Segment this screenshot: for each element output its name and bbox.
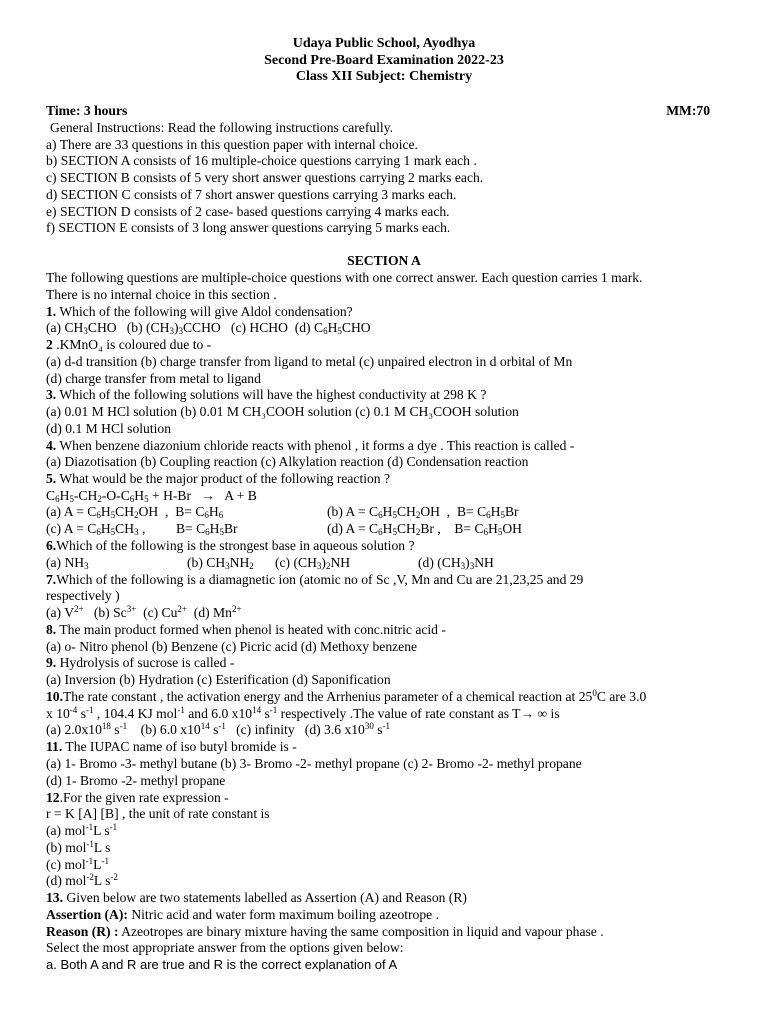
reason-text: Azeotropes are binary mixture having the same composition in liquid and vapour phase . bbox=[118, 924, 604, 939]
question-text: Hydrolysis of sucrose is called - bbox=[56, 655, 235, 670]
question-13-option-a: a. Both A and R are true and R is the correct explanation of A bbox=[46, 957, 398, 972]
question-number: 5. bbox=[46, 471, 57, 486]
question-5-option-a: (a) $A = C_6H_5CH_2OH$ , $B= C_6H_6$ bbox=[46, 504, 224, 520]
question-13-instruction: Select the most appropriate answer from the options given below: bbox=[46, 940, 404, 955]
question-2 bbox=[46, 337, 728, 353]
instruction-e: e) SECTION D consists of 2 case- based questions carrying 4 marks each. bbox=[46, 204, 450, 219]
max-marks: MM:70 bbox=[666, 103, 710, 118]
question-12-expression: r = K [A] [B] , the unit of rate constant is bbox=[46, 806, 270, 821]
question-text: Which of the following is a diamagnetic ion (atomic no of Sc ,V, Mn and Cu are 21,23,25 and 29 bbox=[56, 572, 584, 587]
question-8-options: (a) o- Nitro phenol (b) Benzene (c) Picric acid (d) Methoxy benzene bbox=[46, 639, 418, 654]
question-6-option-b: (b) $CH_3NH_2$ bbox=[187, 555, 254, 571]
assertion bbox=[46, 907, 728, 923]
question-number: 3. bbox=[46, 387, 57, 402]
question-number: 9. bbox=[46, 655, 57, 670]
question-number: 6. bbox=[46, 538, 57, 553]
question-12 bbox=[46, 790, 728, 806]
question-5-option-c: (c) $A = C_6H_5CH_3$ , $B= C_6H_5Br$ bbox=[46, 521, 238, 537]
question-7-options: (a) $V^{2+}$ (b) $Sc^{3+}$ (c) $Cu^{2+}$ (d) $Mn^{2+}$ bbox=[46, 604, 242, 620]
question-number: 2 bbox=[46, 337, 53, 352]
question-5 bbox=[46, 471, 728, 487]
class-subject: Class XII Subject: Chemistry bbox=[295, 69, 473, 84]
question-13 bbox=[46, 890, 728, 906]
question-3-options: (a) 0.01 M HCl solution (b) 0.01 M CH₃COOH solution (c) 0.1 M CH₃COOH solution bbox=[46, 404, 519, 419]
question-7-text-cont: respectively ) bbox=[46, 588, 120, 603]
question-6-option-c: (c) $(CH_3)_2NH$ bbox=[275, 555, 351, 571]
question-10-text-cont: x $10^{-4}$ $s^{-1}$ , 104.4 KJ mol$^{-1}$ and 6.0 $x10^{14}$ $s^{-1}$ respectively .The value of rate constant as T→ ∞ is bbox=[46, 705, 560, 721]
question-12-option-a: (a) mol$^{-1}$L $s^{-1}$ bbox=[46, 822, 118, 838]
section-a-title: SECTION A bbox=[347, 253, 421, 268]
question-5-reaction: $C_6H_5-CH_2-O-C_6H_5 + H-Br \to A + B$ bbox=[46, 488, 257, 504]
question-11-options: (a) 1- Bromo -3- methyl butane (b) 3- Bromo -2- methyl propane (c) 2- Bromo -2- methyl propane bbox=[46, 756, 582, 771]
question-12-option-b: (b) mol$^{-1}$L s bbox=[46, 839, 111, 855]
question-6-option-a: (a) $NH_3$ bbox=[46, 555, 89, 571]
question-3 bbox=[46, 387, 728, 403]
question-4 bbox=[46, 438, 728, 454]
question-text: When benzene diazonium chloride reacts with phenol , it forms a dye . This reaction is called - bbox=[56, 438, 575, 453]
question-text: Which of the following is the strongest base in aqueous solution ? bbox=[56, 538, 415, 553]
question-11-option-d: (d) 1- Bromo -2- methyl propane bbox=[46, 773, 226, 788]
question-6 bbox=[46, 538, 728, 554]
question-text: The main product formed when phenol is heated with conc.nitric acid - bbox=[56, 622, 446, 637]
question-text: .KMnO₄ is coloured due to - bbox=[52, 337, 212, 352]
question-11 bbox=[46, 739, 728, 755]
question-1 bbox=[46, 304, 728, 320]
question-text: Given below are two statements labelled as Assertion (A) and Reason (R) bbox=[63, 890, 467, 905]
question-number: 12 bbox=[46, 790, 60, 805]
question-8 bbox=[46, 622, 728, 638]
question-text: What would be the major product of the following reaction ? bbox=[56, 471, 391, 486]
question-12-option-d: (d) mol$^{-2}$L $s^{-2}$ bbox=[46, 872, 118, 888]
question-number: 1. bbox=[46, 304, 57, 319]
question-6-option-d: (d) $(CH_3)_3NH$ bbox=[418, 555, 494, 571]
reason-label: Reason (R) : bbox=[46, 924, 119, 939]
question-9-options: (a) Inversion (b) Hydration (c) Esterification (d) Saponification bbox=[46, 672, 391, 687]
question-number: 7. bbox=[46, 572, 57, 587]
question-text: The IUPAC name of iso butyl bromide is - bbox=[62, 739, 297, 754]
question-text: .For the given rate expression - bbox=[59, 790, 229, 805]
question-10: 10.The rate constant , the activation energy and the Arrhenius parameter of a chemical reaction at $25^0C$ are 3.0 bbox=[46, 688, 647, 704]
instruction-f: f) SECTION E consists of 3 long answer questions carrying 5 marks each. bbox=[46, 220, 451, 235]
time-label: Time: 3 hours bbox=[46, 103, 128, 118]
section-a-intro-2: There is no internal choice in this section . bbox=[46, 287, 277, 302]
question-text: Which of the following will give Aldol condensation? bbox=[56, 304, 353, 319]
question-7 bbox=[46, 572, 728, 588]
instruction-c: c) SECTION B consists of 5 very short answer questions carrying 2 marks each. bbox=[46, 170, 484, 185]
instruction-b: b) SECTION A consists of 16 multiple-choice questions carrying 1 mark each . bbox=[46, 153, 477, 168]
reason bbox=[46, 924, 728, 940]
instruction-d: d) SECTION C consists of 7 short answer questions carrying 3 marks each. bbox=[46, 187, 457, 202]
question-1-options: (a) $CH_3CHO$ (b) $(CH_3)_3CCHO$ (c) HCHO (d) $C_6H_5CHO$ bbox=[46, 320, 371, 336]
question-2-option-d: (d) charge transfer from metal to ligand bbox=[46, 371, 261, 386]
instruction-a: a) There are 33 questions in this question paper with internal choice. bbox=[46, 137, 418, 152]
question-5-option-b: (b) $A = C_6H_5CH_2OH$ , $B= C_6H_5Br$ bbox=[327, 504, 519, 520]
question-number: 11. bbox=[46, 739, 63, 754]
question-3-option-d: (d) 0.1 M HCl solution bbox=[46, 421, 171, 436]
school-name: Udaya Public School, Ayodhya bbox=[292, 36, 476, 51]
question-number: 4. bbox=[46, 438, 57, 453]
question-5-option-d: (d) $A = C_6H_5CH_2Br$ , $B= C_6H_5OH$ bbox=[327, 521, 522, 537]
question-12-option-c: (c) $mol^{-1}L^{-1}$ bbox=[46, 856, 109, 872]
instructions-title: General Instructions: Read the following instructions carefully. bbox=[50, 120, 394, 135]
section-a-intro: The following questions are multiple-choice questions with one correct answer. Each question carries 1 mark. bbox=[46, 270, 643, 285]
question-number: 10. bbox=[46, 689, 63, 704]
question-number: 8. bbox=[46, 622, 57, 637]
question-text: Which of the following solutions will have the highest conductivity at 298 K ? bbox=[56, 387, 487, 402]
question-9 bbox=[46, 655, 728, 671]
question-number: 13. bbox=[46, 890, 63, 905]
question-2-options: (a) d-d transition (b) charge transfer from ligand to metal (c) unpaired electron in d orbital of Mn bbox=[46, 354, 573, 369]
exam-title: Second Pre-Board Examination 2022-23 bbox=[264, 53, 504, 68]
question-4-options: (a) Diazotisation (b) Coupling reaction (c) Alkylation reaction (d) Condensation reaction bbox=[46, 454, 529, 469]
question-10-options: (a) $2.0x10^{18}$ $s^{-1}$ (b) 6.0 $x10^{14}$ $s^{-1}$ (c) infinity (d) 3.6 $x10^{30}$ $s^{-1}$ bbox=[46, 721, 391, 737]
assertion-text: Nitric acid and water form maximum boiling azeotrope . bbox=[127, 907, 439, 922]
assertion-label: Assertion (A): bbox=[46, 907, 128, 922]
